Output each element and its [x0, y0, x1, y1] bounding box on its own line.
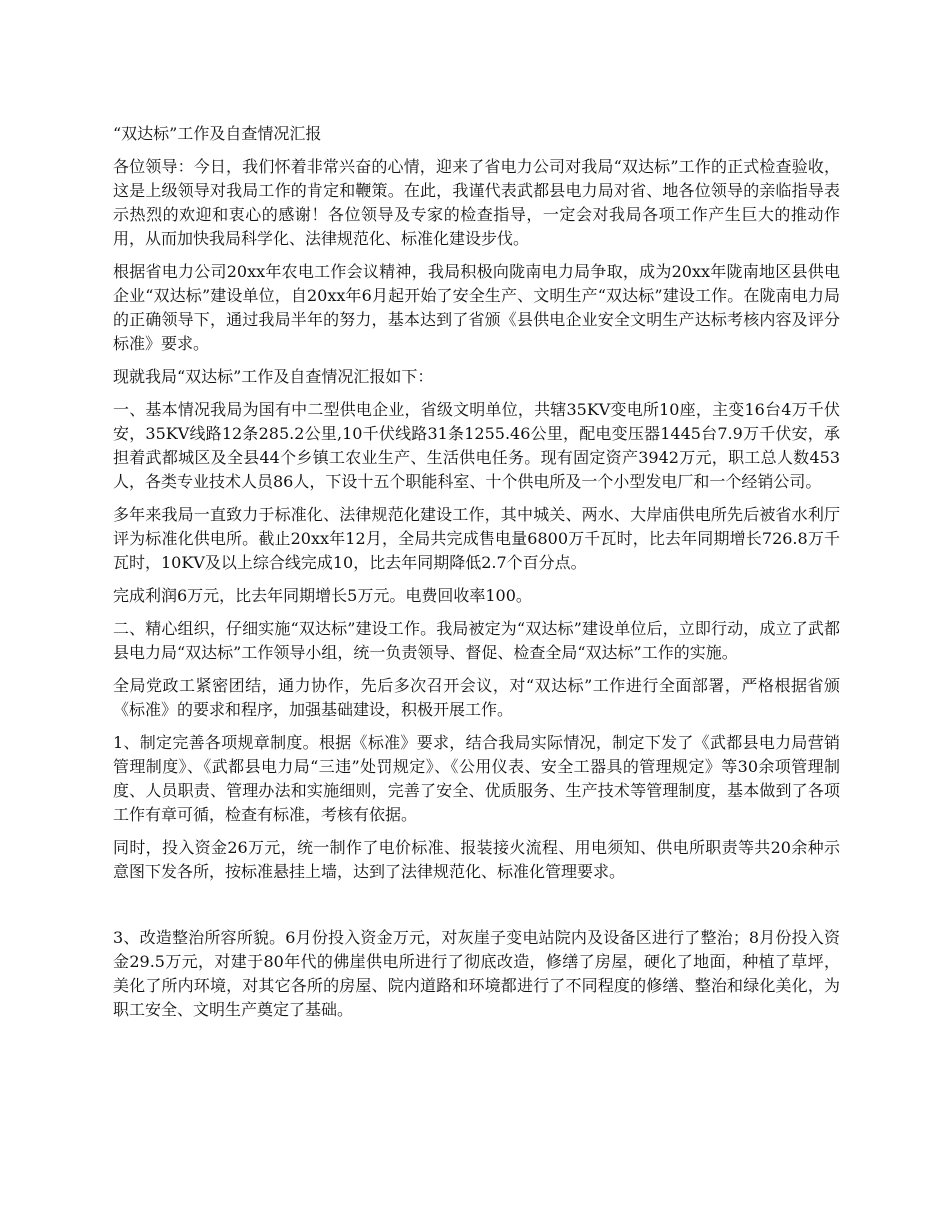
- paragraph-investment: 同时，投入资金26万元，统一制作了电价标准、报装接火流程、用电须知、供电所职责等共20余种示意图下发各所，按标准悬挂上墙，达到了法律规范化、标准化管理要求。: [113, 838, 840, 881]
- paragraph-basic-info: 一、基本情况我局为国有中二型供电企业，省级文明单位，共辖35KV变电所10座，主变16台4万千伏安，35KV线路12条285.2公里,10千伏线路31条1255.46公里，配电变压器1445台7.9万千伏安，承担着武都城区及全县44个乡镇工农业生产、生活供电任务。现有固定资产3942万元，职工总人数453人，各类专业技术人员86人，下设十五个职能科室、十个供电所及一个小型发电厂和一个经销公司。: [113, 400, 840, 491]
- paragraph-background: 根据省电力公司20xx年农电工作会议精神，我局积极向陇南电力局争取，成为20xx年陇南地区县供电企业“双达标”建设单位，自20xx年6月起开始了安全生产、文明生产“双达标”建设工作。在陇南电力局的正确领导下，通过我局半年的努力，基本达到了省颁《县供电企业安全文明生产达标考核内容及评分标准》要求。: [113, 262, 840, 353]
- paragraph-renovation: 3、改造整治所容所貌。6月份投入资金万元，对灰崖子变电站院内及设备区进行了整治；8月份投入资金29.5万元，对建于80年代的佛崖供电所进行了彻底改造，修缮了房屋，硬化了地面，种植了草坪，美化了所内环境，对其它各所的房屋、院内道路和环境都进行了不同程度的修缮、整治和绿化美化，为职工安全、文明生产奠定了基础。: [113, 928, 840, 1019]
- paragraph-gap: [113, 893, 840, 926]
- document-page: [113, 122, 840, 1031]
- paragraph-organization: 二、精心组织，仔细实施“双达标”建设工作。我局被定为“双达标”建设单位后，立即行动，成立了武都县电力局“双达标”工作领导小组，统一负责领导、督促、检查全局“双达标”工作的实施。: [113, 619, 840, 662]
- paragraph-greeting: 各位领导：今日，我们怀着非常兴奋的心情，迎来了省电力公司对我局“双达标”工作的正式检查验收，这是上级领导对我局工作的肯定和鞭策。在此，我谨代表武都县电力局对省、地各位领导的亲临指导表示热烈的欢迎和衷心的感谢！各位领导及专家的检查指导，一定会对我局各项工作产生巨大的推动作用，从而加快我局科学化、法律规范化、标准化建设步伐。: [113, 157, 840, 248]
- paragraph-cooperation: 全局党政工紧密团结，通力协作，先后多次召开会议，对“双达标”工作进行全面部署，严格根据省颁《标准》的要求和程序，加强基础建设，积极开展工作。: [113, 676, 840, 719]
- paragraph-intro: 现就我局“双达标”工作及自查情况汇报如下：: [113, 367, 434, 386]
- paragraph-standardization: 多年来我局一直致力于标准化、法律规范化建设工作，其中城关、两水、大岸庙供电所先后被省水利厅评为标准化供电所。截止20xx年12月，全局共完成售电量6800万千瓦时，比去年同期增长726.8万千瓦时，10KV及以上综合线完成10，比去年同期降低2.7个百分点。: [113, 505, 840, 572]
- paragraph-regulations: 1、制定完善各项规章制度。根据《标准》要求，结合我局实际情况，制定下发了《武都县电力局营销管理制度》、《武都县电力局“三违”处罚规定》、《公用仪表、安全工器具的管理规定》等30余项管理制度、人员职责、管理办法和实施细则，完善了安全、优质服务、生产技术等管理制度，基本做到了各项工作有章可循，检查有标准，考核有依据。: [113, 733, 840, 824]
- paragraph-profit: 完成利润6万元，比去年同期增长5万元。电费回收率100。: [113, 586, 532, 605]
- document-title: “双达标”工作及自查情况汇报: [113, 124, 322, 143]
